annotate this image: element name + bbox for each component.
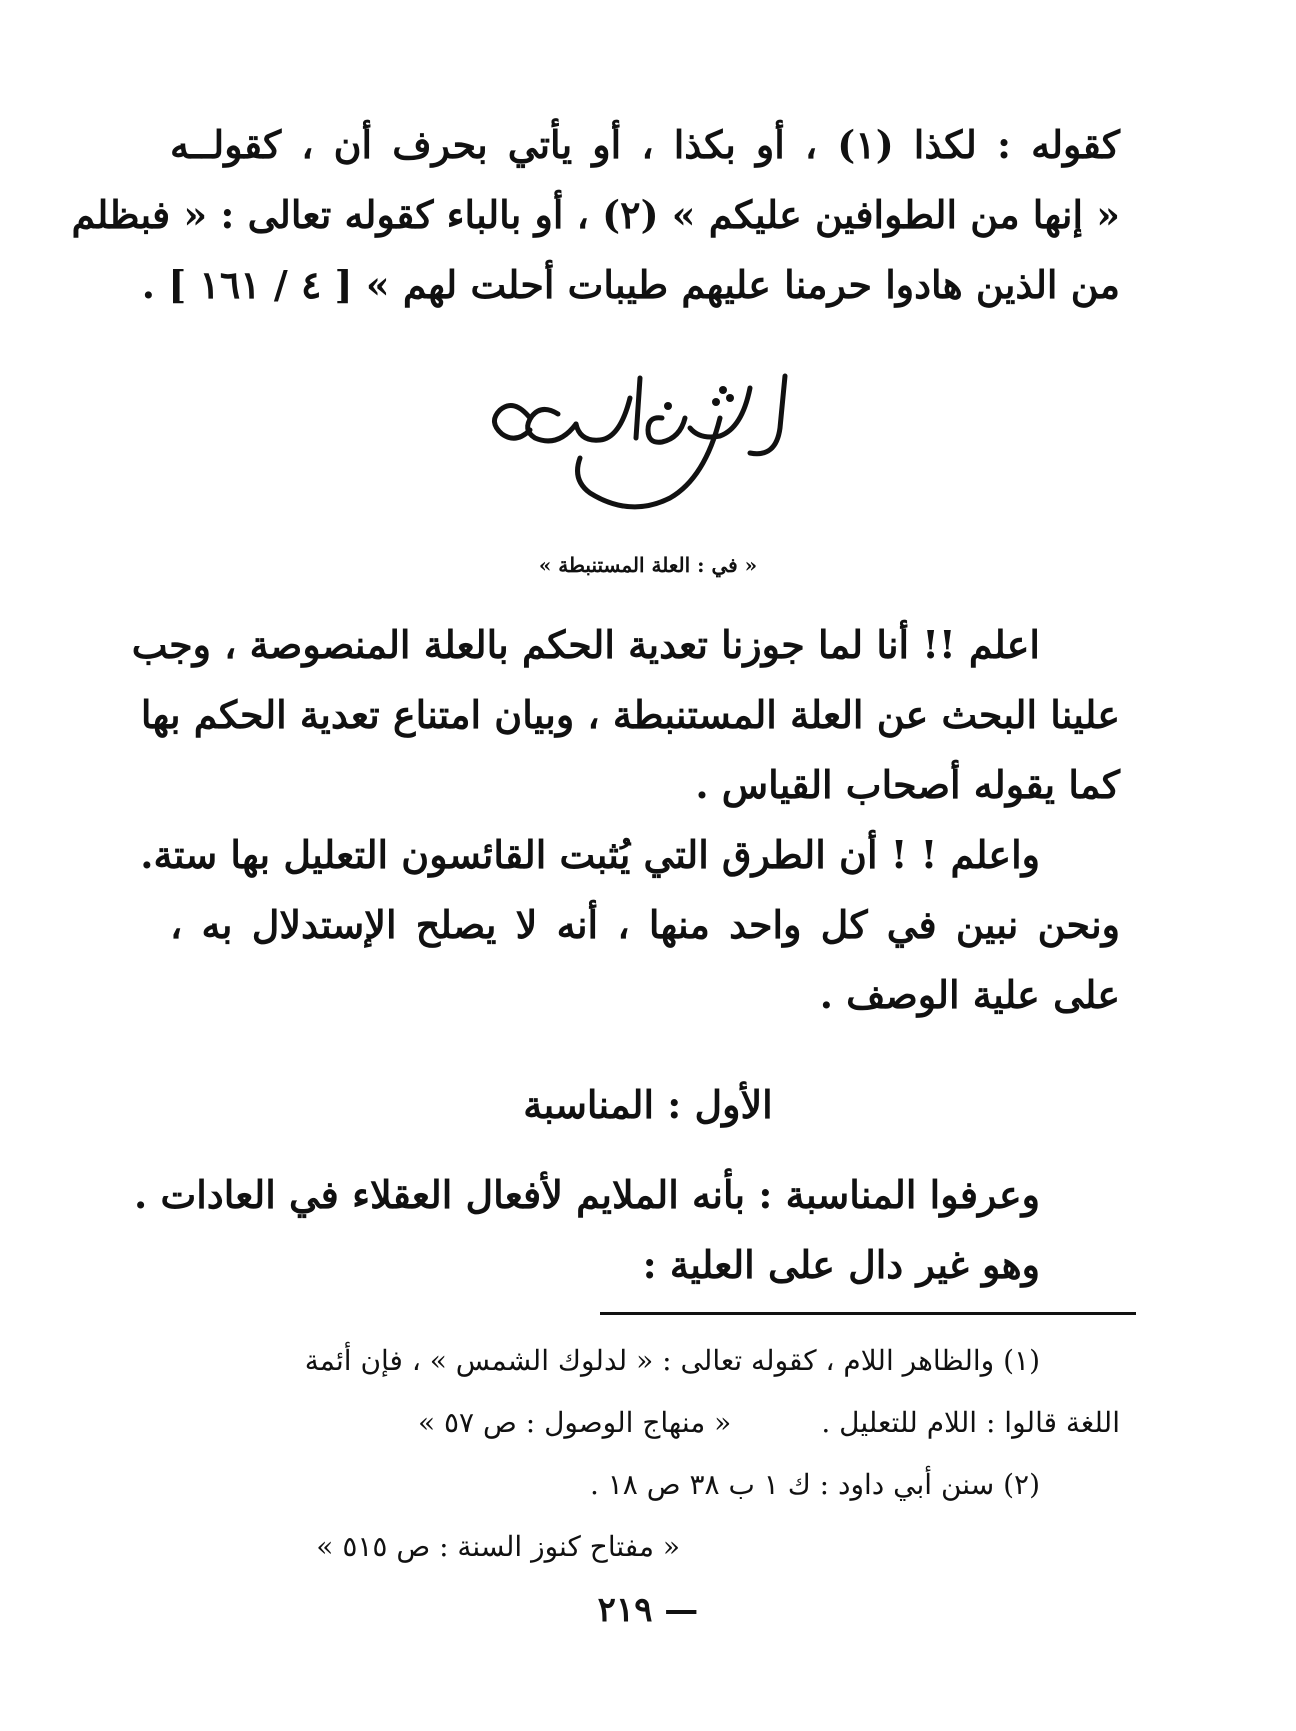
section-subtitle: « في : العلة المستنبطة » bbox=[538, 553, 758, 577]
text-line: وهو غير دال على العلية : bbox=[642, 1242, 1040, 1287]
text-line: كما يقوله أصحاب القياس . bbox=[695, 762, 1120, 807]
page-number: — ٢١٩ bbox=[597, 1590, 699, 1630]
body-text bbox=[131, 610, 1120, 1030]
footnote-source: « منهاج الوصول : ص ٥٧ » bbox=[417, 1406, 732, 1439]
footnote-text: اللغة قالوا : اللام للتعليل . bbox=[821, 1406, 1120, 1439]
subsection-text bbox=[134, 1160, 1120, 1300]
footnote-line: (٢) سنن أبي داود : ك ١ ب ٣٨ ص ١٨ . bbox=[589, 1468, 1040, 1501]
text-line: من الذين هادوا حرمنا عليهم طيبات أحلت لهم » [ ٤ / ١٦١ ] . bbox=[141, 262, 1120, 307]
footnote-line bbox=[170, 1392, 1120, 1454]
footnote-divider bbox=[600, 1312, 1136, 1315]
footnotes bbox=[170, 1330, 1120, 1578]
footnote-line: (١) والظاهر اللام ، كقوله تعالى : « لدلوك الشمس » ، فإن أئمة bbox=[304, 1344, 1040, 1377]
text-line: اعلم !! أنا لما جوزنا تعدية الحكم بالعلة المنصوصة ، وجب bbox=[131, 622, 1040, 667]
text-line: ونحن نبين في كل واحد منها ، أنه لا يصلح الإستدلال به ، bbox=[170, 902, 1120, 947]
footnote-source: « مفتاح كنوز السنة : ص ٥١٥ » bbox=[316, 1530, 680, 1563]
text-line: على علية الوصف . bbox=[819, 972, 1120, 1017]
text-line: كقوله : لكذا (١) ، أو بكذا ، أو يأتي بحرف أن ، كقولــه bbox=[170, 122, 1120, 167]
text-line: علينا البحث عن العلة المستنبطة ، وبيان امتناع تعدية الحكم بها bbox=[140, 692, 1120, 737]
section-heading-calligraphy bbox=[480, 358, 820, 523]
text-line: واعلم ! ! أن الطرق التي يُثبت القائسون التعليل بها ستة. bbox=[140, 832, 1040, 877]
subsection-title: الأول : المناسبة bbox=[523, 1082, 773, 1127]
text-line: « إنها من الطوافين عليكم » (٢) ، أو بالباء كقوله تعالى : « فبظلم bbox=[71, 192, 1120, 237]
top-paragraph bbox=[71, 110, 1120, 320]
text-line: وعرفوا المناسبة : بأنه الملايم لأفعال العقلاء في العادات . bbox=[134, 1172, 1040, 1217]
